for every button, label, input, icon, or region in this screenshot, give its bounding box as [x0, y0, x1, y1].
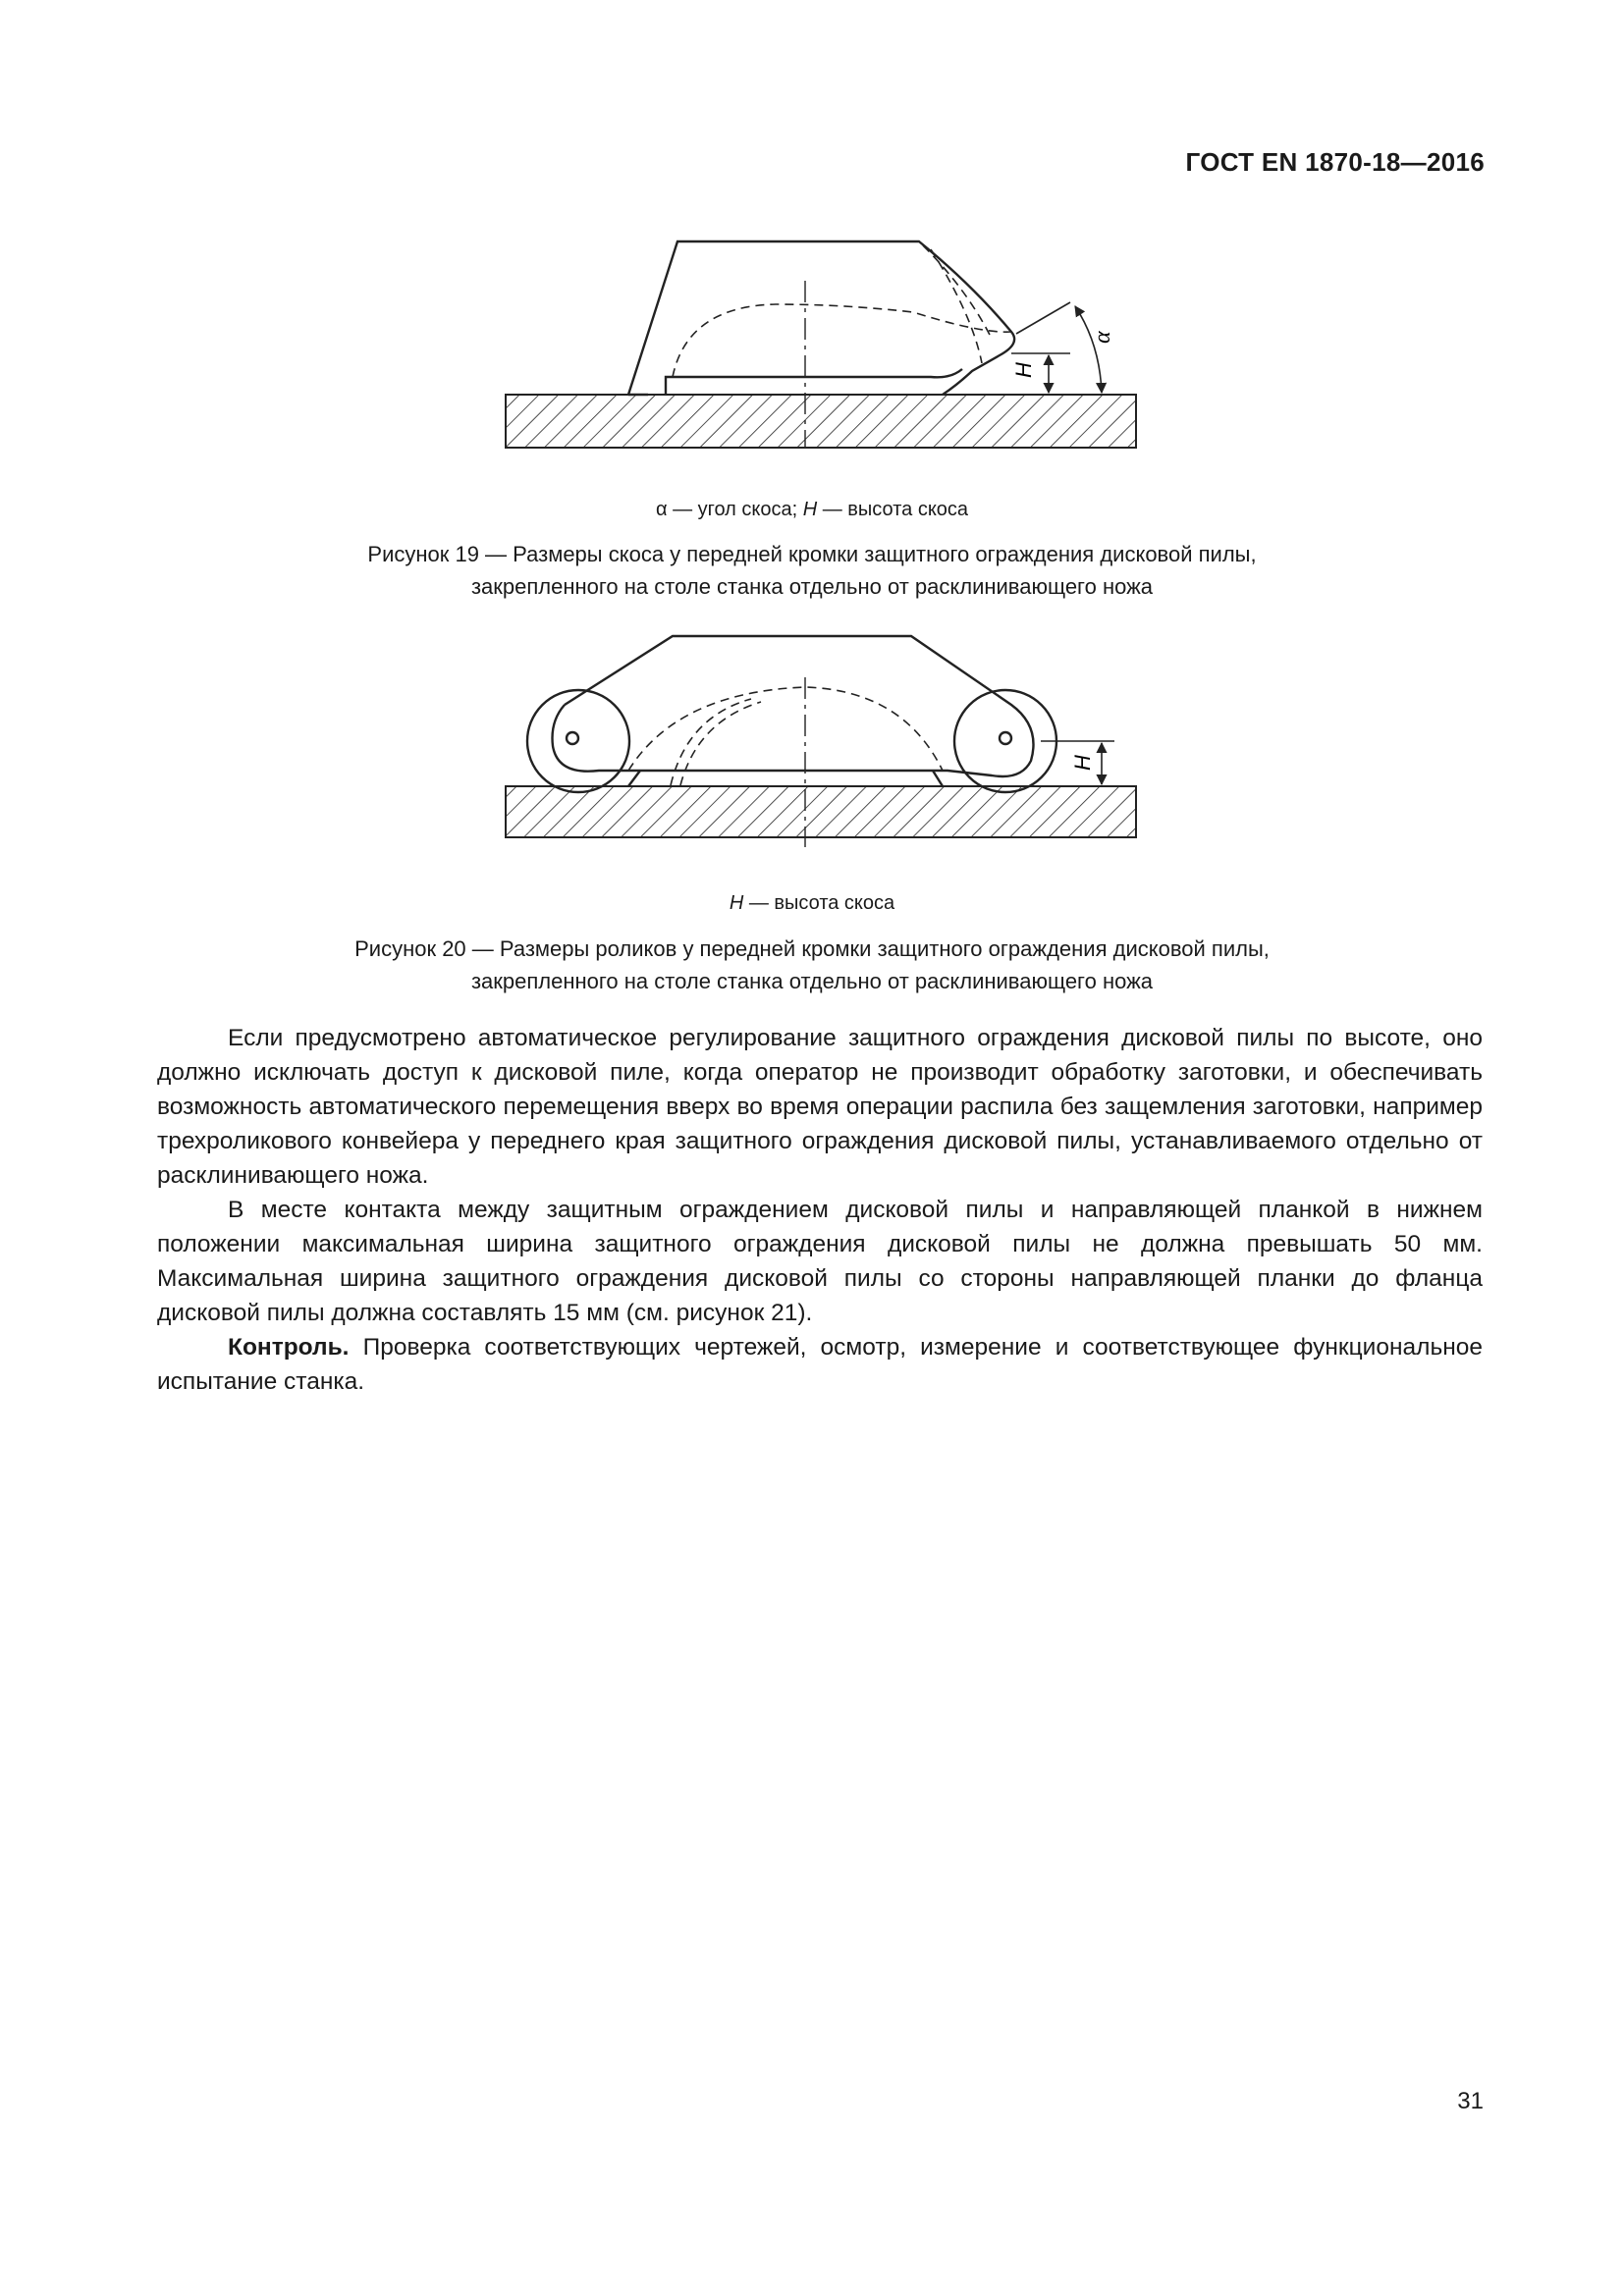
machine-table [506, 395, 1136, 448]
paragraph-1: Если предусмотрено автоматическое регулирование защитного ограждения дисковой пилы по высоте, оно должно исключать доступ к дисковой пиле, когда оператор не производит обработку заготовки, и обеспечивать возможность автоматического перемещения вверх во время операции распила без защемления заготовки, например трехроликового конвейера у переднего края защитного ограждения дисковой пилы, устанавливаемого отдельно от расклинивающего ножа. [157, 1025, 1483, 1189]
body-text [157, 1021, 1483, 1399]
figure-20-caption: Рисунок 20 — Размеры роликов у передней кромки защитного ограждения дисковой пилы, закрепленного на столе станка отдельно от расклинивающего ножа [354, 936, 1270, 993]
label-H-2: H [1070, 755, 1095, 771]
label-H: H [1011, 362, 1036, 378]
label-alpha: α [1090, 331, 1115, 344]
paragraph-2: В месте контакта между защитным ограждением дисковой пилы и направляющей планкой в нижнем положении максимальная ширина защитного ограждения дисковой пилы не должна превышать 50 мм. Максимальная ширина защитного ограждения дисковой пилы со стороны направляющей планки до фланца дисковой пилы должна составлять 15 мм (см. рисунок 21). [157, 1197, 1483, 1326]
dimension-alpha [1016, 302, 1102, 393]
saw-blade-dashed [673, 245, 1011, 377]
figure-20-legend: H — высота скоса [729, 892, 895, 914]
figure-19-drawing [0, 226, 1624, 461]
machine-table-2 [506, 786, 1136, 837]
roller-left [527, 690, 629, 792]
figure-20-drawing [0, 618, 1624, 854]
blade-guard-outline [628, 241, 1014, 395]
figure-19-caption: Рисунок 19 — Размеры скоса у передней кромки защитного ограждения дисковой пилы, закрепленного на столе станка отдельно от расклинивающего ножа [367, 542, 1257, 599]
figure-19-legend: α — угол скоса; H — высота скоса [655, 499, 969, 520]
standard-designation: ГОСТ EN 1870-18—2016 [1185, 147, 1485, 177]
paragraph-3: Контроль. Проверка соответствующих чертежей, осмотр, измерение и соответствующее функциональное испытание станка. [157, 1334, 1483, 1395]
page-number: 31 [1457, 2088, 1484, 2114]
